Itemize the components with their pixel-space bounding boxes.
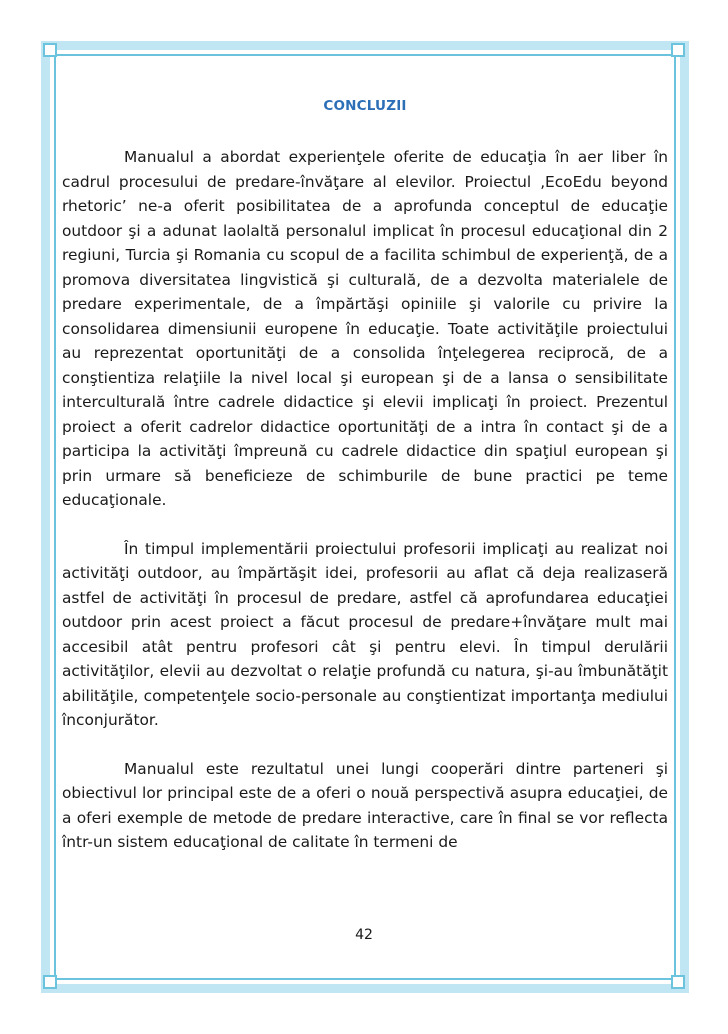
border-corner-bottom-left — [43, 975, 57, 989]
paragraph-3: Manualul este rezultatul unei lungi cooperări dintre parteneri şi obiectivul lor principal este de a oferi o nouă perspectivă asupra educaţiei, de a oferi exemple de metode de predare interactive, care în final se vor reflecta într-un sistem educaţional de calitate în termeni de — [62, 759, 668, 851]
paragraph-1: Manualul a abordat experienţele oferite de educaţia în aer liber în cadrul procesului de predare-învăţare al elevilor. Proiectul ‚EcoEdu beyond rhetoric’ ne-a oferit posibilitatea de a aprofunda conceptul de educaţie outdoor şi a adunat laolaltă personalul implicat în procesul educaţional din 2 regiuni, Turcia şi Romania cu scopul de a facilita schimbul de experienţă, de a promova diversitatea lingvistică şi culturală, de a dezvolta materialele de predare experimentale, de a împărtăşi opiniile şi valorile cu privire la consolidarea dimensiunii europene în educaţie. Toate activităţile proiectului au reprezentat oportunităţi de a consolida înţelegerea reciprocă, de a conştientiza relaţiile la nivel local şi european şi de a lansa o sensibilitate interculturală între cadrele didactice şi elevii implicaţi în proiect. Prezentul proiect a oferit cadrelor didactice oportunităţi de a intra în contact şi de a participa la activităţi împreună cu cadrele didactice din spaţiul european şi prin urmare să beneficieze de schimburile de bune practici pe teme educaţionale. — [62, 148, 668, 509]
section-title: CONCLUZII — [323, 98, 407, 114]
border-corner-top-left — [43, 43, 57, 57]
page-number: 42 — [355, 927, 373, 943]
page-content — [62, 94, 668, 879]
border-corner-bottom-right — [671, 975, 685, 989]
border-corner-top-right — [671, 43, 685, 57]
paragraph-2: În timpul implementării proiectului profesorii implicaţi au realizat noi activităţi outdoor, au împărtăşit idei, profesorii au aflat că deja realizaseră astfel de activităţi în procesul de predare, astfel că aprofundarea educaţiei outdoor prin acest proiect a făcut procesul de predare+învăţare mult mai accesibil atât pentru profesori cât şi pentru elevi. În timpul derulării activităţilor, elevii au dezvoltat o relaţie profundă cu natura, şi-au îmbunătăţit abilităţile, competenţele socio-personale au conştientizat importanţa mediului înconjurător. — [62, 539, 668, 729]
